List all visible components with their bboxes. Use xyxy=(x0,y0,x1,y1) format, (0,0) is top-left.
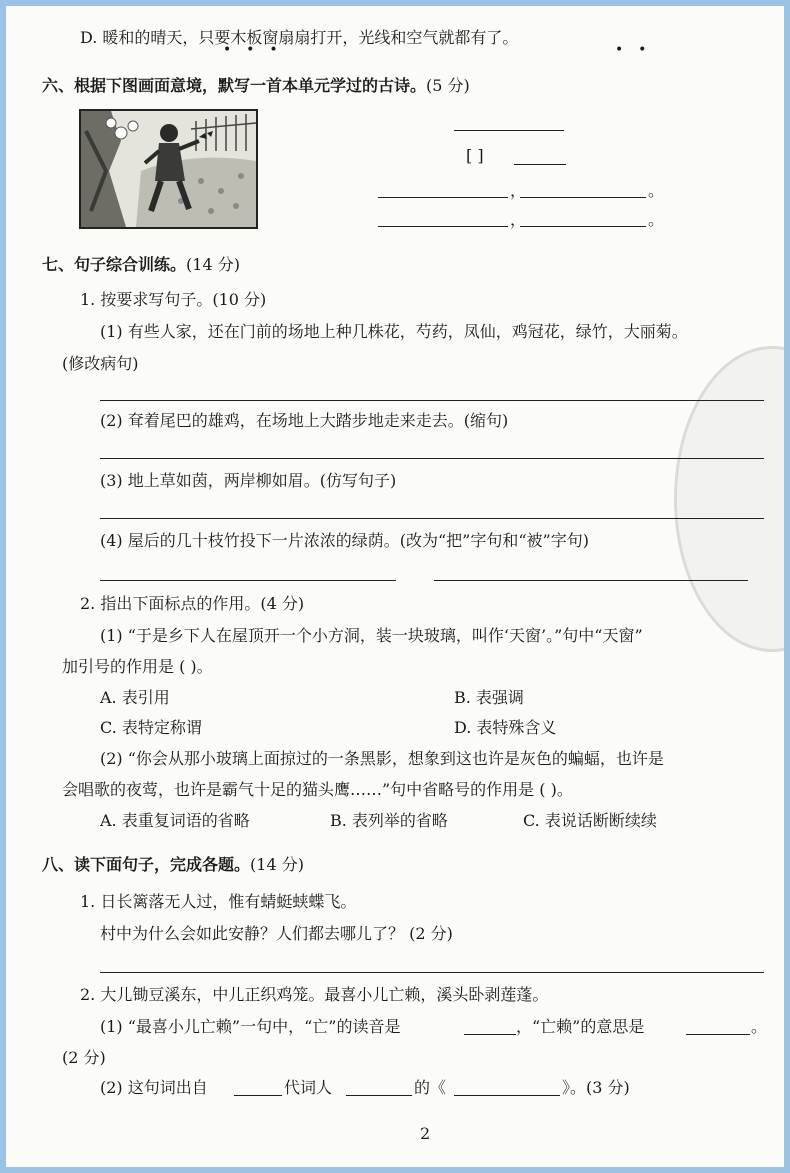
q8-2-1-a: (1) “最喜小儿亡赖”一句中，“亡”的读音是 xyxy=(100,1017,401,1036)
poem-author-line[interactable] xyxy=(514,164,566,165)
q7-1-title: 1. 按要求写句子。(10 分) xyxy=(80,290,267,309)
poem-line-1b[interactable] xyxy=(520,197,646,198)
poem-line-2a[interactable] xyxy=(378,226,508,227)
option-c: C. 表特定称谓 xyxy=(100,718,202,737)
q8-2-2-d: 》。(3 分) xyxy=(562,1078,630,1097)
answer-dynasty[interactable] xyxy=(234,1095,282,1096)
q8-2-1-c: 。 xyxy=(751,1017,768,1036)
answer-meaning[interactable] xyxy=(686,1034,750,1035)
q7-2-p1b: 加引号的作用是 ( )。 xyxy=(62,657,213,676)
section-8-heading: 八、读下面句子，完成各题。(14 分) xyxy=(42,855,304,874)
q7-2-p2a: (2) “你会从那小玻璃上面掠过的一条黑影，想象到这也许是灰色的蝙蝠，也许是 xyxy=(100,749,664,768)
page-number: 2 xyxy=(420,1124,431,1143)
q8-1-question: 村中为什么会如此安静？人们都去哪儿了？ (2 分) xyxy=(100,924,453,943)
answer-line-8-1[interactable] xyxy=(100,972,764,973)
poem-line-2b[interactable] xyxy=(520,226,646,227)
option-a: A. 表引用 xyxy=(100,688,170,707)
option-d: D. 表特殊含义 xyxy=(454,718,557,737)
q8-2-1-b: ，“亡赖”的意思是 xyxy=(516,1017,645,1036)
answer-pronunciation[interactable] xyxy=(464,1034,516,1035)
q8-1-poem: 1. 日长篱落无人过，惟有蜻蜓蛱蝶飞。 xyxy=(80,892,357,911)
section-7-heading: 七、句子综合训练。(14 分) xyxy=(42,255,240,274)
option2-b: B. 表列举的省略 xyxy=(330,811,448,830)
q7-1-item1-req: (修改病句) xyxy=(62,354,139,373)
answer-line-ba[interactable] xyxy=(100,580,396,581)
child-chasing-butterfly-image xyxy=(81,111,256,227)
q8-2-poem: 2. 大儿锄豆溪东，中儿正织鸡笼。最喜小儿亡赖，溪头卧剥莲蓬。 xyxy=(80,985,549,1004)
q8-2-1-score: (2 分) xyxy=(62,1048,106,1067)
poem-line-1a[interactable] xyxy=(378,197,508,198)
q8-2-2-c: 的《 xyxy=(414,1078,447,1097)
watermark-seal xyxy=(674,346,784,652)
q8-2-2-a: (2) 这句词出自 xyxy=(100,1078,208,1097)
emphasis-dots: • • • • • xyxy=(223,42,649,58)
comma: ， xyxy=(510,210,527,229)
option2-c: C. 表说话断断续续 xyxy=(523,811,657,830)
answer-line-3[interactable] xyxy=(100,518,764,519)
q7-1-item2: (2) 耷着尾巴的雄鸡，在场地上大踏步地走来走去。(缩句) xyxy=(100,411,509,430)
poem-author-bracket: [ ] xyxy=(466,146,484,165)
answer-title[interactable] xyxy=(454,1095,560,1096)
q7-2-p2b: 会唱歌的夜莺，也许是霸气十足的猫头鹰……”句中省略号的作用是 ( )。 xyxy=(62,780,573,799)
q7-2-title: 2. 指出下面标点的作用。(4 分) xyxy=(80,594,305,613)
period: 。 xyxy=(648,210,665,229)
answer-line-1[interactable] xyxy=(100,400,764,401)
prev-option-d: D. 暖和的晴天，只要木板窗扇扇打开，光线和空气就都有了。 xyxy=(80,28,519,47)
poem-illustration xyxy=(79,109,258,229)
answer-line-bei[interactable] xyxy=(434,580,748,581)
q8-2-2-b: 代词人 xyxy=(284,1078,333,1097)
worksheet-page xyxy=(6,6,784,1167)
period: 。 xyxy=(648,181,665,200)
comma: ， xyxy=(510,181,527,200)
section-6-heading: 六、根据下图画面意境，默写一首本单元学过的古诗。(5 分) xyxy=(42,76,470,95)
poem-title-line[interactable] xyxy=(454,130,564,131)
answer-line-2[interactable] xyxy=(100,458,764,459)
q7-1-item4: (4) 屋后的几十枝竹投下一片浓浓的绿荫。(改为“把”字句和“被”字句) xyxy=(100,531,589,550)
q7-2-p1a: (1) “于是乡下人在屋顶开一个小方洞，装一块玻璃，叫作‘天窗’。”句中“天窗” xyxy=(100,626,643,645)
q7-1-item1: (1) 有些人家，还在门前的场地上种几株花，芍药，凤仙，鸡冠花，绿竹，大丽菊。 xyxy=(100,322,688,341)
answer-poet[interactable] xyxy=(346,1095,412,1096)
option2-a: A. 表重复词语的省略 xyxy=(100,811,250,830)
option-b: B. 表强调 xyxy=(454,688,524,707)
q7-1-item3: (3) 地上草如茵，两岸柳如眉。(仿写句子) xyxy=(100,471,397,490)
